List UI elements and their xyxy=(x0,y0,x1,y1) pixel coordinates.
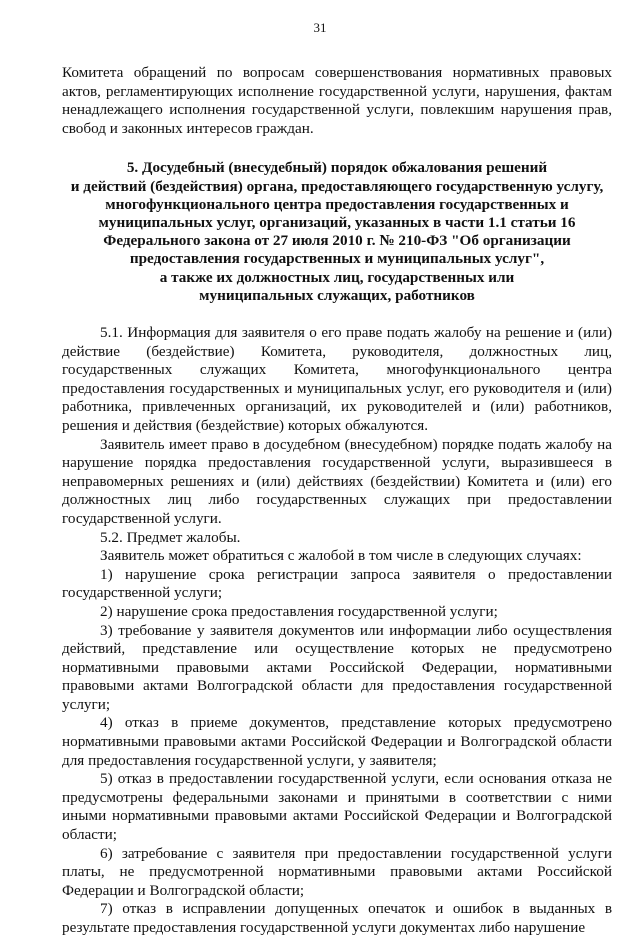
list-item: 6) затребование с заявителя при предоставлении государственной услуги платы, не предусмотренной нормативными правовыми актами Российской Федерации и Волгоградской области; xyxy=(62,844,612,899)
paragraph-5-2: 5.2. Предмет жалобы. xyxy=(100,528,241,546)
list-item: 3) требование у заявителя документов или информации либо осуществления действий, представление или осуществление которых не предусмотрено нормативными правовыми актами Российской Федерации, нормативными правовыми актами Волгоградской области для предоставления государственной услуги; xyxy=(62,621,612,713)
section-title-line: многофункционального центра предоставления государственных и xyxy=(105,195,569,213)
paragraph-right-to-complain: Заявитель имеет право в досудебном (внесудебном) порядке подать жалобу на нарушение порядка предоставления государственной услуги, выразившееся в неправомерных решениях и (или) действиях (бездействии) Комитета и (или) его должностных лиц либо государственных служащих при предоставлении государственной услуги. xyxy=(62,435,612,527)
list-item: 7) отказ в исправлении допущенных опечаток и ошибок в выданных в результате предоставления государственной услуги документах либо нарушение xyxy=(62,900,612,936)
section-title-line: а также их должностных лиц, государственных или xyxy=(159,268,515,286)
section-title-line: муниципальных служащих, работников xyxy=(199,286,475,304)
document-body xyxy=(62,64,612,938)
section-title-line: предоставления государственных и муниципальных услуг", xyxy=(129,250,545,268)
intro-paragraph: Комитета обращений по вопросам совершенствования нормативных правовых актов, регламентирующих исполнение государственной услуги, нарушения, фактам ненадлежащего исполнения государственной услуги, повлекшим нарушения прав, свобод и законных интересов граждан. xyxy=(62,64,612,137)
section-title-line: муниципальных услуг, организаций, указанных в части 1.1 статьи 16 xyxy=(98,213,576,231)
list-item: 1) нарушение срока регистрации запроса заявителя о предоставлении государственной услуги; xyxy=(62,565,612,602)
section-title-line: и действий (бездействия) органа, предоставляющего государственную услугу, xyxy=(70,177,604,195)
list-item: 2) нарушение срока предоставления государственной услуги; xyxy=(100,602,498,620)
paragraph-5-1: 5.1. Информация для заявителя о его праве подать жалобу на решение и (или) действие (бездействие) Комитета, руководителя, должностных лиц, государственных служащих Комитета, многофункционального центра предоставления государственных и муниципальных услуг, его руководителя и (или) работника, привлеченных организаций, их руководителей и (или) работников, решения и действия (бездействие) которых обжалуются. xyxy=(62,324,612,434)
section-title xyxy=(62,159,612,305)
section-title-line: 5. Досудебный (внесудебный) порядок обжалования решений xyxy=(126,159,548,177)
paragraph-cases-intro: Заявитель может обратиться с жалобой в том числе в следующих случаях: xyxy=(100,547,582,565)
section-title-line: Федерального закона от 27 июля 2010 г. № 210-ФЗ "Об организации xyxy=(103,232,571,250)
list-item: 4) отказ в приеме документов, представление которых предусмотрено нормативными правовыми актами Российской Федерации и Волгоградской области для предоставления государственной услуги, у заявителя; xyxy=(62,714,612,769)
list-item: 5) отказ в предоставлении государственной услуги, если основания отказа не предусмотрены федеральными законами и принятыми в соответствии с ними иными нормативными правовыми актами Российской Федерации и Волгоградской области; xyxy=(62,770,612,844)
page-number: 31 xyxy=(313,20,327,35)
